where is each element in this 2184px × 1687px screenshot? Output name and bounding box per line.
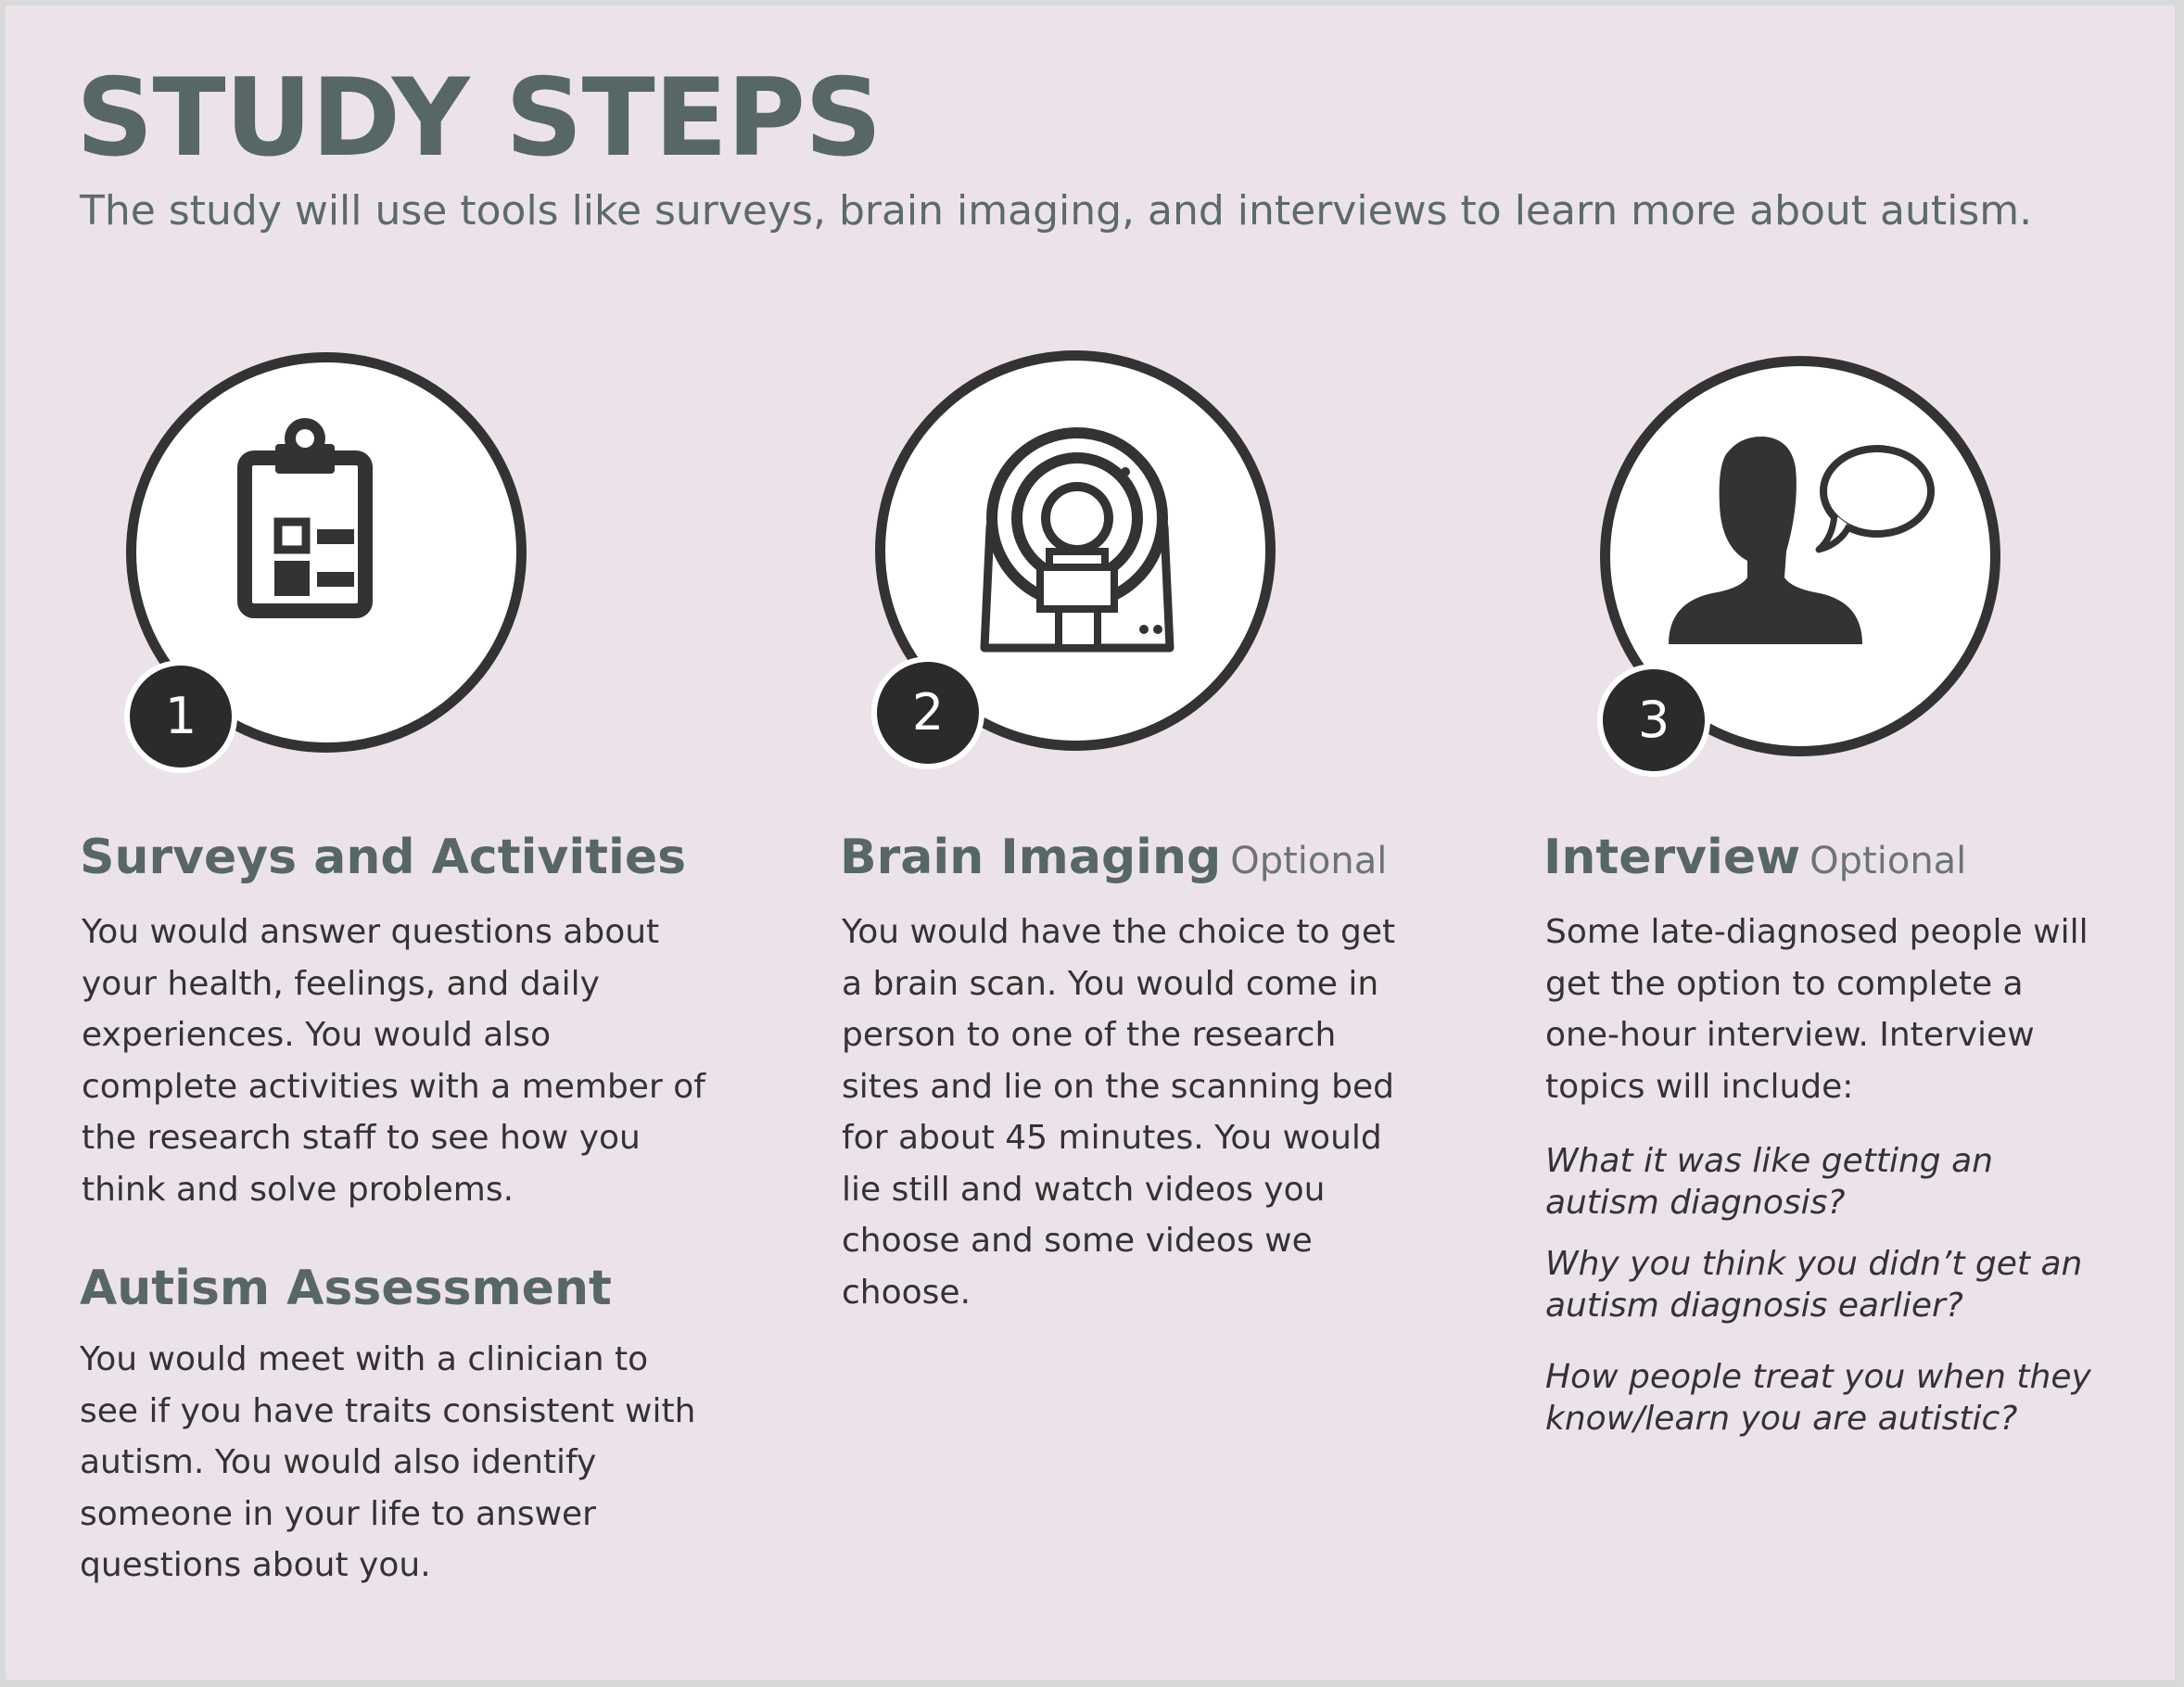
step-description: You would have the choice to get a brain scan. You would come in person to one of the research sites and lie on the scanning bed for about 45 minutes. You would lie still and watch videos you choose and some videos we choose. [842, 913, 1396, 1312]
assessment-heading: Autism Assessment [80, 1261, 612, 1316]
step-number-badge: 2 [871, 656, 984, 769]
optional-tag: Optional [1809, 840, 1967, 882]
step-description: You would answer questions about your health, feelings, and daily experiences. You would also complete activities with a member of the research staff to see how you think and solve problems. [82, 913, 705, 1209]
step-1-icon-group [76, 339, 512, 775]
page-title: STUDY STEPS [76, 56, 882, 181]
step-number-badge: 3 [1597, 664, 1710, 777]
page-subtitle: The study will use tools like surveys, brain imaging, and interviews to learn more about autism. [80, 187, 2033, 235]
optional-tag: Optional [1230, 840, 1388, 882]
step-heading-text: Brain Imaging [840, 830, 1222, 885]
study-steps-page [6, 6, 2175, 1680]
step-description: Some late-diagnosed people will get the option to complete a one-hour interview. Interview topics will include: [1545, 913, 2089, 1106]
interview-question: What it was like getting an autism diagnosis? [1545, 1142, 1993, 1222]
step-heading [840, 829, 1387, 886]
step-3-icon-group [1540, 339, 1975, 775]
assessment-description: You would meet with a clinician to see if you have traits consistent with autism. You would also identify someone in your life to answer questions about you. [80, 1340, 696, 1584]
step-number-badge: 1 [124, 660, 237, 773]
step-2-icon-group [836, 339, 1272, 775]
step-heading [80, 829, 686, 886]
step-heading-text: Interview [1543, 830, 1801, 885]
interview-question: Why you think you didn’t get an autism diagnosis earlier? [1545, 1245, 2083, 1325]
step-heading [1543, 829, 1966, 886]
interview-question: How people treat you when they know/learn you are autistic? [1545, 1358, 2091, 1438]
step-heading-text: Surveys and Activities [80, 830, 687, 885]
